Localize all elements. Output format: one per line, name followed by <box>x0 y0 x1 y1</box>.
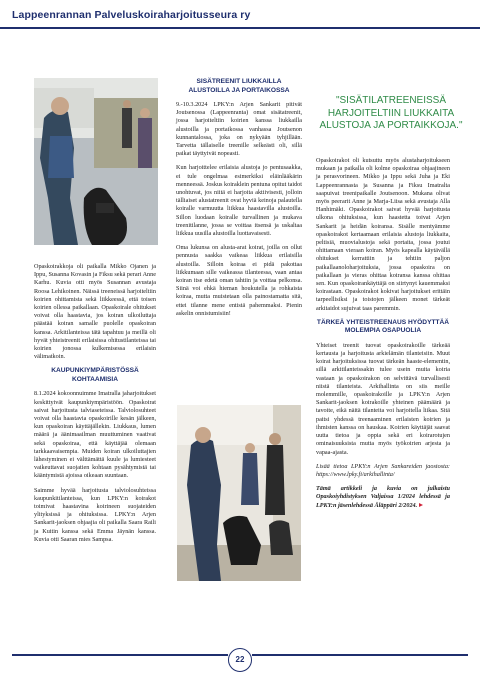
publication-credit-text: Tämä artikkeli ja kuvia on julkaistu Opaskoiyhdistyksen Valjaissa 1/2024 lehdessä ja LPKY:n jäsenlehdessä Äläppäri 2/2024. <box>316 485 450 509</box>
right-p1: Opaskoirakot oli kutsuttu myös alustaharjoitukseen mukaan ja paikalla oli kolme opaskoiraa ohjaajineen ja perasvorineen. Mikko ja Ippu sekä Juha ja Eki Lappeenrannasta ja Susanna ja Fiksu Imatralta saapuivat treenipaikalle Joutsenoon. Mukana olivat myös peerarit Anne ja Marja-Liisa sekä avustaja Alla Hanhimäki. Opaskoirakot saivat hyvää harjoitusta ulkona ohituksissa, kun haastetta toivat Arjen Sankarit ja heidän koiransa. Sisälle mentyämme opaskoirakot kertaamaan erilaisia alustoja liukkaita, peltisiä, muovialustoja sekä portaita, jossa joutui ohittamaan vieraan koiran. Myös kapealla käytävällä ohitukset kerrattiin ja tehtiin paljon paikallaanoloharjoituksia, jossa opaskoira on paikallaan ja vieras ohittaa koiransa kanssa ohittaa sen. Kun opaskoirankäyttäjä on siirtynyt kauemmaksi koirastaan. Opaskoirakot kokivat harjoitukset erittäin tarpeellisiksi ja toistojen jälkeen monet tärkeät arkitaidot sujuivat taas paremmin. <box>316 157 450 312</box>
header-title: Lappeenrannan Palveluskoiraharjoitusseura ry <box>12 9 251 21</box>
section-heading-yhteistreenaus: TÄRKEÄ YHTEISTREENAUS HYÖDYTTÄÄ MOLEMPIA OSAPUOLIA <box>316 318 450 335</box>
publication-credit <box>316 485 450 510</box>
header-divider <box>0 27 480 29</box>
right-column <box>316 157 450 516</box>
section-heading-kaupunki: KAUPUNKIYMPÄRISTÖSSÄ KOHTAAMISIA <box>51 367 139 383</box>
left-caption: Opaskoirakkoja oli paikalla Mikko Ojanen ja Ippu, Susanna Kovasin ja Fiksu sekä perari Anne Karhu. Kuvia otti myös Susannan avustaja Roosa Lehikoinen. Näissä treeneissä harjoiteltiin koirien ohittamista sekä liikkeessä, että toisen koirien ollessa paikallaan. Opaskoirale ohitukset voivat olla haastavia, jos koiran ulkoiluttaja päästää koiran samalle puolelle opaskoiran kanssa. Arkitilanteissa tätä tapahtuu ja meillä oli hyvät yhteistreenit erilaisissa ohitustilanteissa tai koirien jonossa kulkemisessa erilaisin välimatkoin. <box>34 263 156 361</box>
photo-guide-dogs-outdoors <box>34 78 158 245</box>
footer-divider-right <box>252 654 468 656</box>
middle-p1: 9.-10.3.2024 LPKY:n Arjen Sankarit pitivät Joutsenossa (Lappeenranta) omat sisätatreenit, jossa harjoiteltiin koirien kanssa liukkailla alustoilla ja portaikossa vanhassa Joutsenon kunnantalossa, joka on nykyään tyhjillään. Tarvetta tällaiselle treenille selkeästi oli, sillä paikat täyttyivät nopeasti. <box>176 101 302 158</box>
info-link-text: Lisää tietoa LPKY:n Arjen Sankareiden jaostosta: https://www.lpky.fi/arkihallinta/ <box>316 462 450 478</box>
footer-divider-left <box>12 654 228 656</box>
page-header <box>0 0 480 30</box>
middle-p3: Oma lukunsa on alusta-arat koirat, joilla on ollut pennusta saakka vaikeaa liikkua erilaisilla alustoilla. Silloin koiraa ei pidä pakottaa liikkumaan sille vaikeassa tilanteessa, vaan antaa koiran itse edetä oman tahtiin ja voittaa pelkonsa. Siinä voi ehkä hieman houkutella ja rohkaista koiraa, mutta muistetaan olla painostamatta sitä, ettei tilanne mene entistä pahemmaksi. Pienin askelin onnistumisiin! <box>176 244 302 317</box>
right-p2: Yhteiset treenit tuovat opaskoirakoille tärkeää kertausta ja harjoitusta arkielämän tilanteisiin. Muut koirat harjoituksissa tuovat tärkeän haaste-elementin, sillä arkitilanteissakin tulee usein muita koiria vastaan ja opaskoirakon on selvittävä turvallisesti niistä tilanteista. Arkihallinta on siis meille molemmille, opaskoirakoille ja LPKY:n Arjen Sankarit-jaoksen koirakoille yhteinen päämäärä ja tavoite, eikä näitä tilanteita voi harjoitella liikaa. Sitä paitsi yhdessä treenaaminen erilaisten koirien ja ihmisten kanssa on hauskaa. Koirien käyttäjät saavat uutta tietoa ja oppia sekä eri koirarotujen ominaisuuksista mutta myös työkoirien arjesta ja vapaa-ajasta. <box>316 341 450 456</box>
left-column <box>34 263 156 550</box>
middle-p2: Kun harjoittelee erilaisia alustoja jo pentusaakka, ei tule ongelmaa esimerkiksi eläinlääkärin menneessä. Joskus koiraklein pentuna opitut taidot unohtuvat, jos niitä ei harjoita aktiivisesti, jolloin tälliaiset alustatreenit ovat hyviä keinoja palautella koiralle varmuutta liikkua haastavilla alustoilla. Sillon luodaan koiralle turvallinen ja mukava treenitilanne, jossa se voittaa itsensä ja uskaltaa liikkua uusilla alustoilla luottavaisesti. <box>176 164 302 238</box>
middle-column <box>176 78 302 324</box>
section-heading-sisatreenit: SISÄTREENIT LIUKKAILLA ALUSTOILLA JA PORTAIKOSSA <box>188 78 290 94</box>
left-section2-text2: Saimme hyvää harjoitusta talviolosuhteissa kaupunkitilanteissa, kun LPKY:n koirakot toimivat haastavina koirineen suojateiden ylityksissä ja ohituksissa. LPKY:n Arjen Sankarit-jaoksen ohjaajia oli paikalla Saara Raili ja Kuitin kanssa sekä Emma Jäynän kanssa. Kuvia otti Saaran mies Sampsa. <box>34 486 156 543</box>
end-mark-icon <box>419 503 423 507</box>
pull-quote: "SISÄTILATREENEISSÄ HARJOITELTIIN LIUKKAITA ALUSTOJA JA PORTAIKKOJA." <box>319 95 463 131</box>
left-section2-text: 8.1.2024 kokoonnuimme Imatralla jaharjoitukset keskittyivät kaupunkiympäristöön. Opaskoirat saivat harjoitusta talviaseteissa. Talviolosuhteet voivat olla haastavia opaskoirille kesän jälkeen, kun opaskoiran käyttäjällekin. Liukkaus, lumen määrä ja äänimaailman muuttuminen vaativat sekä opaskoiraa, että käyttäjää olemaan tarkkaavaisempia. Muiden koiran ulkoiluttajien lähestyminen ei välttämättä kuule ja lumiesteet vaikeuttavat suojatien kohtaan pysähtymistä tai kääntymistä ajoissa oikeaan suuntaan. <box>34 390 156 480</box>
photo-indoor-training <box>177 405 301 581</box>
page-number: 22 <box>228 648 252 672</box>
